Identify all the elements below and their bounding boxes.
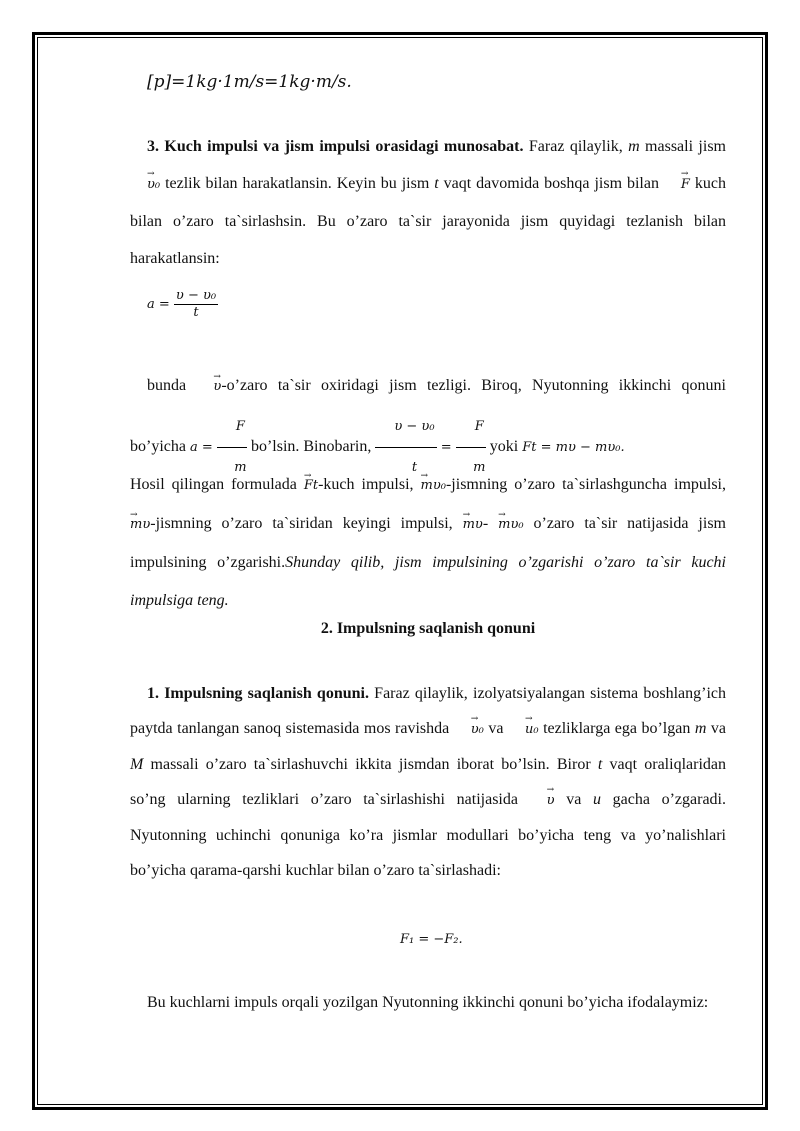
last-paragraph xyxy=(130,986,726,1020)
formula-acceleration xyxy=(147,288,218,321)
section3-paragraph xyxy=(130,128,726,277)
var-mv: → mυ xyxy=(130,506,150,544)
text: -jismning o’zaro ta`sirlashguncha impulsi, xyxy=(445,476,726,493)
formula-lhs: a = xyxy=(147,297,170,312)
var-m: m xyxy=(628,138,640,155)
formula-m: m xyxy=(234,460,247,475)
text: vaqt oraliqlaridan so’ng ularning tezliklari o’zaro ta`sirlashishi natijasida xyxy=(130,756,726,808)
formula2-F: F xyxy=(456,407,486,448)
var-M: M xyxy=(130,756,144,773)
text: -o’zaro ta`sir oxiridagi jism tezligi. Biroq, Nyutonning ikkinchi qonuni bo’yicha xyxy=(130,377,726,455)
var-t: t xyxy=(434,175,439,192)
formula2-m: m xyxy=(473,460,486,475)
conclusion-italic: Shunday qilib, jism impulsining o’zgarishi o’zaro ta`sir kuchi impulsiga teng. xyxy=(130,554,727,609)
text: bo’lsin. Binobarin, xyxy=(246,438,376,455)
formula-F: F xyxy=(217,407,247,448)
section1-heading: 1. Impulsning saqlanish qonuni. xyxy=(147,685,369,702)
var-F: → F xyxy=(664,166,690,203)
formula2-den: t xyxy=(411,460,418,475)
var-mv0: → mυ₀ xyxy=(421,467,446,505)
var-v: → υ xyxy=(196,367,221,407)
section-heading: 2. Impulsning saqlanish qonuni xyxy=(320,620,536,637)
hosil-paragraph xyxy=(130,466,726,620)
text: Faraz qilaylik, xyxy=(523,138,629,155)
text: - xyxy=(482,515,489,532)
formula-impulse: Ft = mυ − mυ₀. xyxy=(522,440,625,455)
text: massali o’zaro ta`sirlashuvchi ikkita jismdan iborat bo’lsin. Biror xyxy=(143,756,598,773)
text: tezlik bilan harakatlansin. Keyin bu jism xyxy=(160,175,435,192)
formula-num: υ − υ₀ xyxy=(175,288,217,303)
var-t: t xyxy=(597,756,603,773)
formula-den: t xyxy=(193,305,199,320)
text: bunda xyxy=(147,377,197,394)
text: va xyxy=(554,791,593,808)
text: Hosil qilingan formulada xyxy=(130,476,304,493)
var-m: m xyxy=(694,720,707,737)
text: -kuch impulsi, xyxy=(318,476,421,493)
formula2-eq: = xyxy=(440,440,452,455)
var-mv0-b: → mυ₀ xyxy=(498,506,523,544)
formula-units: [p]=1kg·1m/s=1kg·m/s. xyxy=(147,72,352,92)
text: yoki xyxy=(485,438,523,455)
section1-paragraph xyxy=(130,676,726,888)
text: tezliklarga ega bo’lgan xyxy=(538,720,695,737)
text: Bu kuchlarni impuls orqali yozilgan Nyutonning ikkinchi qonuni bo’yicha ifodalaymiz: xyxy=(147,994,709,1011)
text: va xyxy=(483,720,508,737)
text: kuch bilan o’zaro ta`sirlashsin. Bu o’zaro ta`sir jarayonida jism quyidagi tezlanish bilan harakatlansin: xyxy=(130,175,726,267)
text: vaqt davomida boshqa jism bilan xyxy=(438,175,664,192)
var-v: → υ xyxy=(530,783,555,818)
section3-heading: 3. Kuch impulsi va jism impulsi orasidagi munosabat. xyxy=(147,138,524,155)
var-v0: → υ₀ xyxy=(454,712,484,747)
var-u0: → u₀ xyxy=(508,712,539,747)
var-u: u xyxy=(592,791,601,808)
heading-2 xyxy=(130,620,726,638)
text: massali jism xyxy=(639,138,726,155)
text: -jismning o’zaro ta`siridan keyingi impulsi, xyxy=(150,515,463,532)
text: o’zaro ta`sir natijasida jism impulsining o’zgarishi. xyxy=(130,515,726,571)
text: gacha o’zgaradi. Nyutonning uchinchi qonuniga ko’ra jismlar modullari bo’yicha teng va yo’nalishlari bo’yicha qarama-qarshi kuchlar bilan o’zaro ta`sirlashadi: xyxy=(130,791,726,879)
var-mv-b: → mυ xyxy=(463,506,483,544)
text: Faraz qilaylik, izolyatsiyalangan sistema boshlang’ich paytda tanlangan sanoq sistemasida mos ravishda xyxy=(130,685,727,737)
text: va xyxy=(706,720,727,737)
formula2-num: υ − υ₀ xyxy=(375,407,436,448)
var-v0: → υ₀ xyxy=(130,166,160,203)
formula-a: a = xyxy=(189,440,213,455)
var-Ft: → Ft xyxy=(304,467,318,505)
formula-forces: F₁ = −F₂. xyxy=(400,932,463,947)
